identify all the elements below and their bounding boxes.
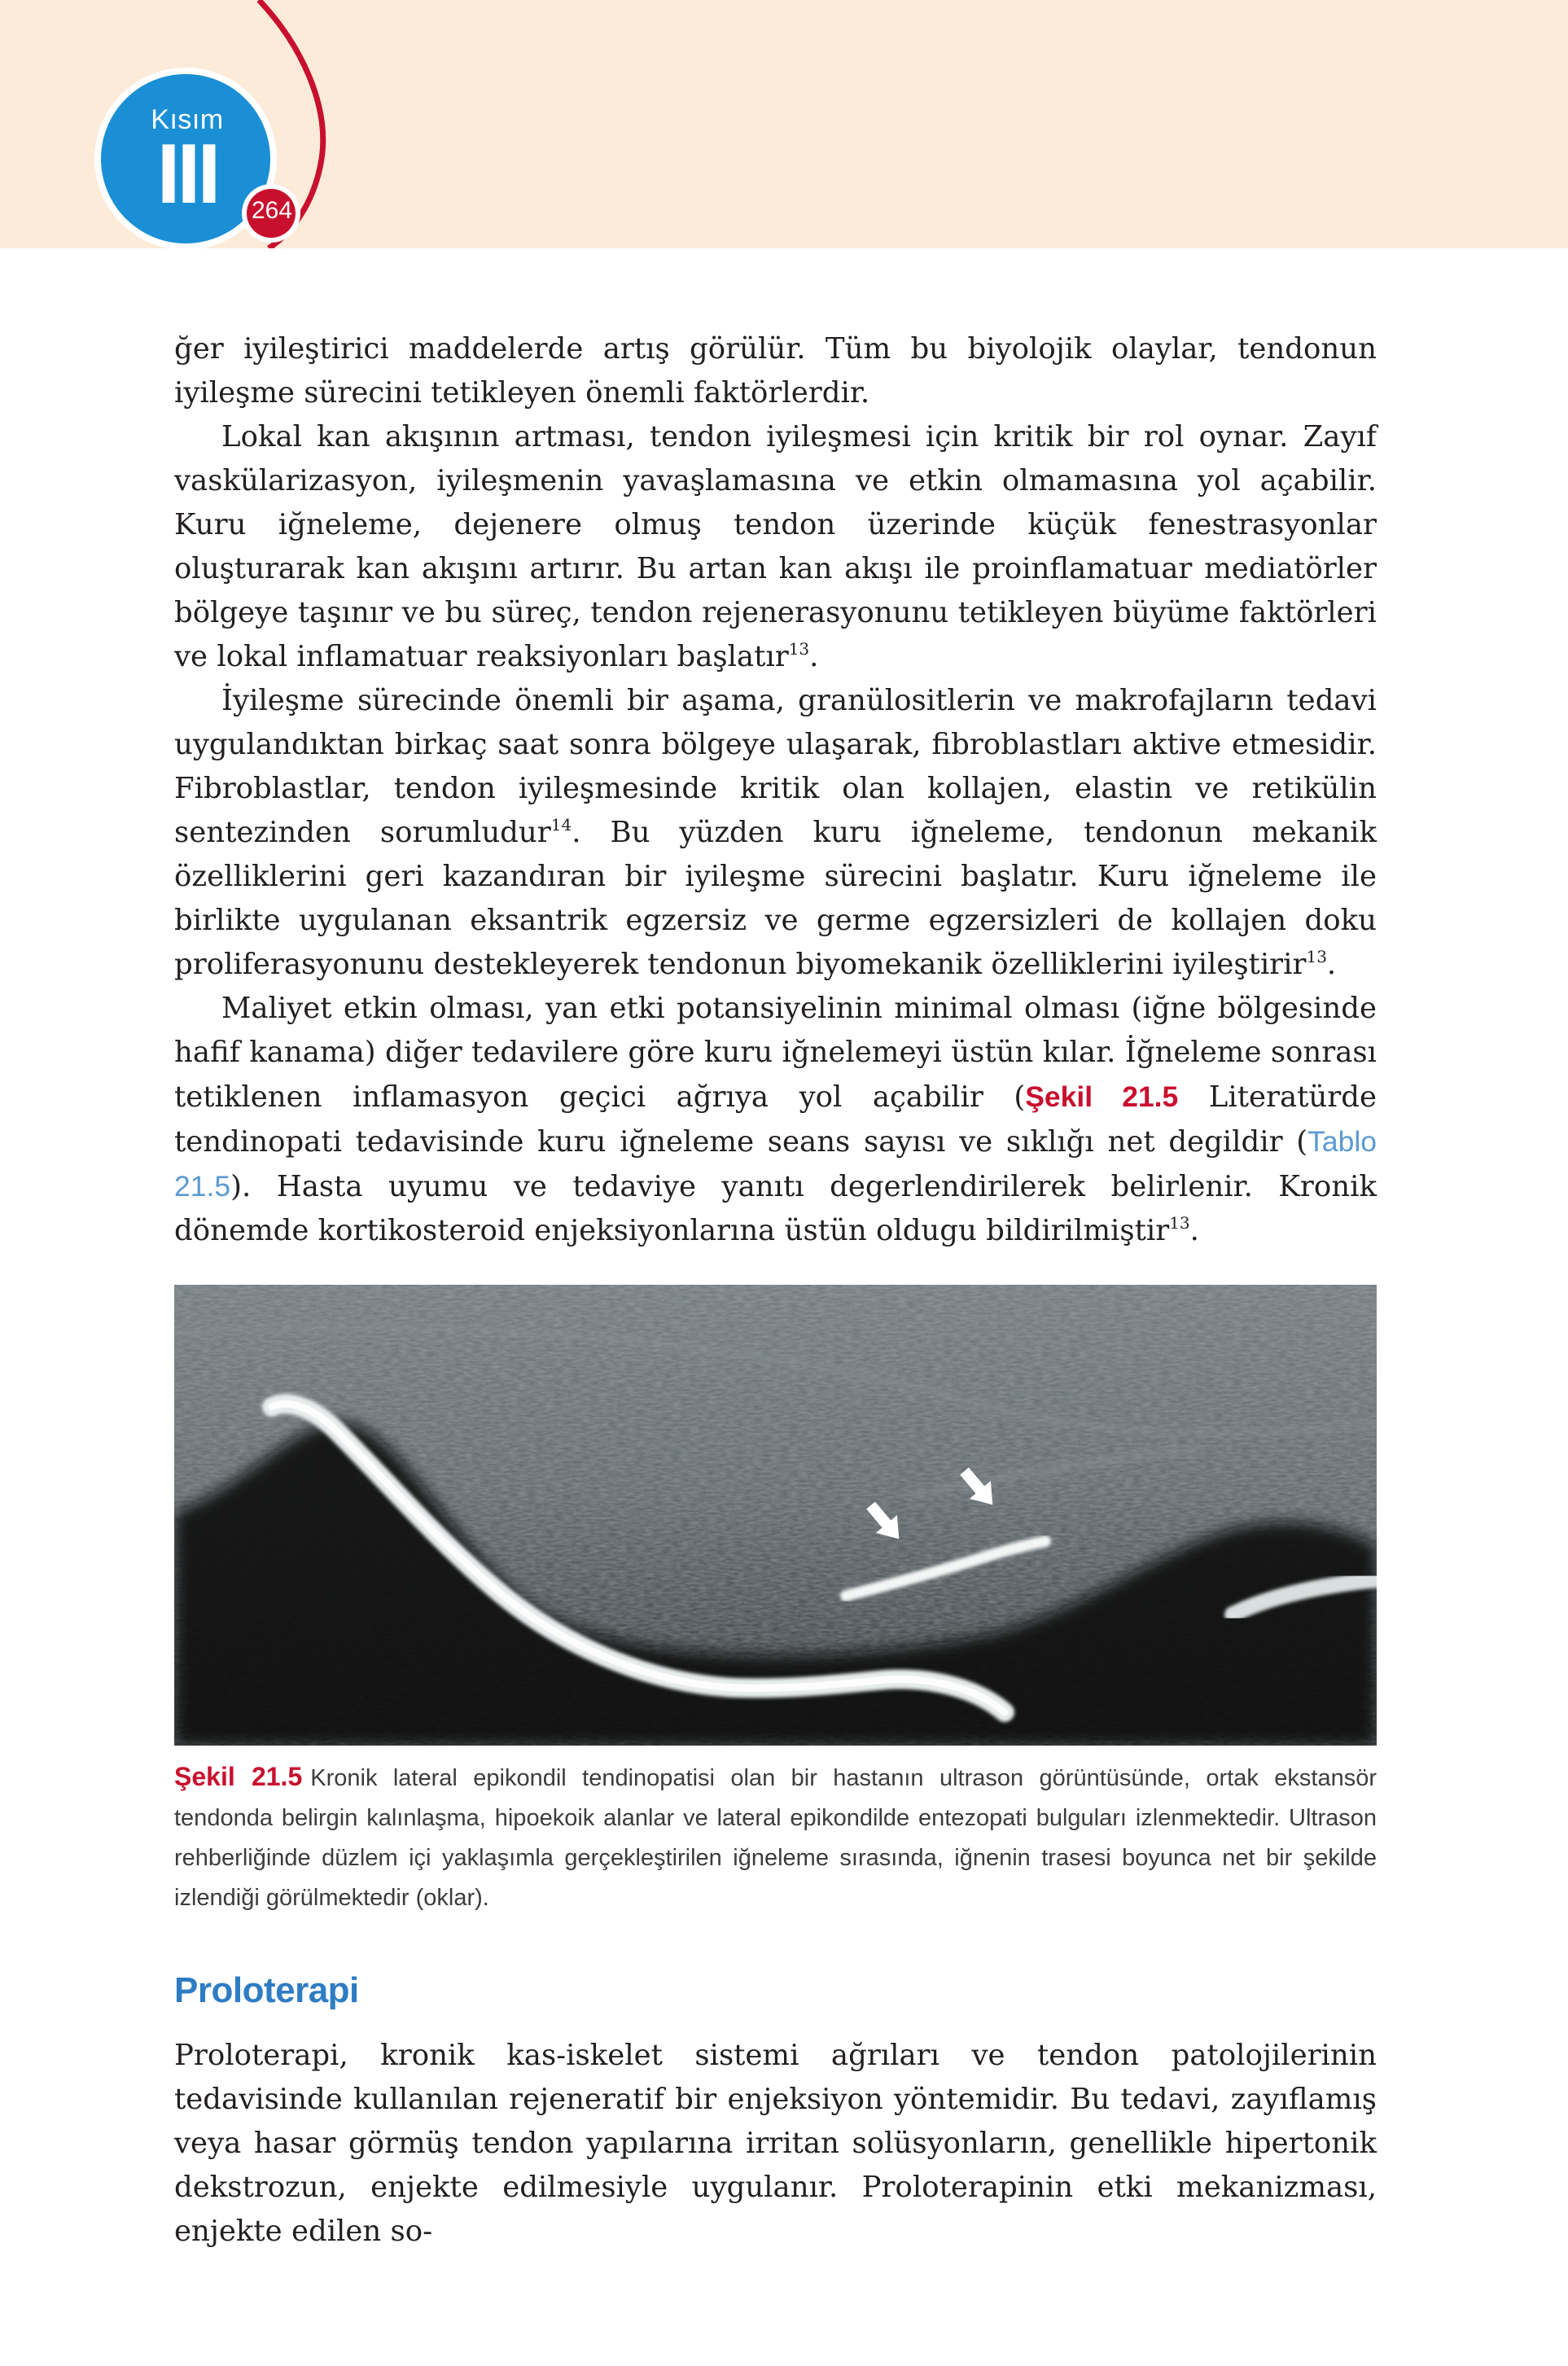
figure-caption xyxy=(174,1757,1377,1918)
paragraph-text: Maliyet etkin olması, yan etki potansiyelinin minimal olması (iğne bölgesinde hafif kanama) diğer tedavilere göre kuru iğnelemeyi üstün kılar. İğneleme sonrası tetiklenen inflamasyon geçici ağrıya yol açabilir ( xyxy=(174,992,1377,1114)
paragraph-text: ğer iyileştirici maddelerde artış görülür. Tüm bu biyolojik olaylar, tendonun iyileşme sürecini tetikleyen önemli faktörlerdir. xyxy=(174,332,1377,410)
citation: 13 xyxy=(1169,1213,1190,1233)
citation: 13 xyxy=(788,639,810,659)
table-reference[interactable]: Tablo 21.5 xyxy=(174,1125,1377,1203)
part-label: Kısım xyxy=(151,104,224,135)
paragraph xyxy=(174,2034,1377,2254)
body-text-top xyxy=(174,327,1377,1253)
caption-text: Kronik lateral epikondil tendinopatisi olan bir hastanın ultrason görüntüsünde, ortak ekstansör tendonda belirgin kalınlaşma, hipoekoik alanlar ve lateral epikondilde entezopati bulguları izlenmektedir. Ultrason rehberliğinde düzlem içi yaklaşımla gerçekleştirilen iğneleme sırasında, iğnenin trasesi boyunca net bir şekilde izlendiği görülmektedir (oklar). xyxy=(174,1765,1377,1911)
paragraph-text: Lokal kan akışının artması, tendon iyileşmesi için kritik bir rol oynar. Zayıf vaskülarizasyon, iyileşmenin yavaşlamasına ve etkin olmamasına yol açabilir. Kuru iğneleme, dejenere olmuş tendon üzerinde küçük fenestrasyonlar oluşturarak kan akışını artırır. Bu artan kan akışı ile proinflamatuar mediatörler bölgeye taşınır ve bu süreç, tendon rejenerasyonunu tetikleyen büyüme faktörleri ve lokal inflamatuar reaksiyonları başlatır xyxy=(174,420,1377,673)
paragraph: Maliyet etkin olması, yan etki potansiyelinin minimal olması (iğne bölgesinde hafif kanama) diğer tedavilere göre kuru iğnelemeyi üstün kılar. İğneleme sonrası tetiklenen inflamasyon geçici ağrıya yol açabilir (Şekil 21.5 Literatürde tendinopati tedavisinde kuru iğneleme seans sayısı ve sıklığı net degildir (Tablo 21.5). Hasta uyumu ve tedaviye yanıtı degerlendirilerek belirlenir. Kronik dönemde kortikosteroid enjeksiyonlarına üstün oldugu bildirilmiştir$^{13}$. xyxy=(174,992,1377,1247)
paragraph xyxy=(174,327,1377,415)
part-numeral: III xyxy=(156,127,218,221)
figure-label: Şekil 21.5 xyxy=(174,1762,303,1791)
citation: 13 xyxy=(1306,947,1327,966)
paragraph: İyileşme sürecinde önemli bir aşama, granülositlerin ve makrofajların tedavi uygulandıktan birkaç saat sonra bölgeye ulaşarak, fibroblastları aktive etmesidir. Fibroblastlar, tendon iyileşmesinde kritik olan kollajen, elastin ve retikülin sentezinden sorumludur$^{14}$. Bu yüzden kuru iğneleme, tendonun mekanik özelliklerini geri kazandıran bir iyileşme sürecini başlatır. Kuru iğneleme ile birlikte uygulanan eksantrik egzersiz ve germe egzersizleri de kollajen doku proliferasyonunu destekleyerek tendonun biyomekanik özelliklerini iyileştirir$^{13}$. xyxy=(174,684,1377,981)
section-heading: Proloterapi xyxy=(174,1970,359,2010)
paragraph-text: . Bu yüzden kuru iğneleme, tendonun mekanik özelliklerini geri kazandıran bir iyileşme sürecini başlatır. Kuru iğneleme ile birlikte uygulanan eksantrik egzersiz ve germe egzersizleri de kollajen doku proliferasyonunu destekleyerek tendonun biyomekanik özelliklerini iyileştirir xyxy=(174,816,1377,981)
ultrasound-image xyxy=(174,1285,1377,1746)
page-header-band xyxy=(0,0,1568,248)
figure-reference[interactable]: Şekil 21.5 xyxy=(1025,1080,1179,1113)
body-text-bottom xyxy=(174,2034,1377,2254)
paragraph-text: Proloterapi, kronik kas-iskelet sistemi ağrıları ve tendon patolojilerinin tedavisinde kullanılan rejeneratif bir enjeksiyon yöntemidir. Bu tedavi, zayıflamış veya hasar görmüş tendon yapılarına irritan solüsyonların, genellikle hipertonik dekstrozun, enjekte edilmesiyle uygulanır. Proloterapinin etki mekanizması, enjekte edilen so- xyxy=(174,2039,1377,2248)
paragraph-text: İyileşme sürecinde önemli bir aşama, granülositlerin ve makrofajların tedavi uygulandıktan birkaç saat sonra bölgeye ulaşarak, fibroblastları aktive etmesidir. Fibroblastlar, tendon iyileşmesinde kritik olan kollajen, elastin ve retikülin sentezinden sorumludur xyxy=(174,684,1377,849)
citation: 14 xyxy=(550,815,572,835)
page-number: 264 xyxy=(251,197,293,224)
paragraph-text: ). Hasta uyumu ve tedaviye yanıtı degerlendirilerek belirlenir. Kronik dönemde kortikosteroid enjeksiyonlarına üstün oldugu bildirilmiştir xyxy=(174,1170,1377,1247)
paragraph: Lokal kan akışının artması, tendon iyileşmesi için kritik bir rol oynar. Zayıf vaskülarizasyon, iyileşmenin yavaşlamasına ve etkin olmamasına yol açabilir. Kuru iğneleme, dejenere olmuş tendon üzerinde küçük fenestrasyonlar oluşturarak kan akışını artırır. Bu artan kan akışı ile proinflamatuar mediatörler bölgeye taşınır ve bu süreç, tendon rejenerasyonunu tetikleyen büyüme faktörleri ve lokal inflamatuar reaksiyonları başlatır$^{13}$. xyxy=(174,420,1377,673)
paragraph-text: Literatürde tendinopati tedavisinde kuru iğneleme seans sayısı ve sıklığı net degildir ( xyxy=(174,1080,1377,1159)
